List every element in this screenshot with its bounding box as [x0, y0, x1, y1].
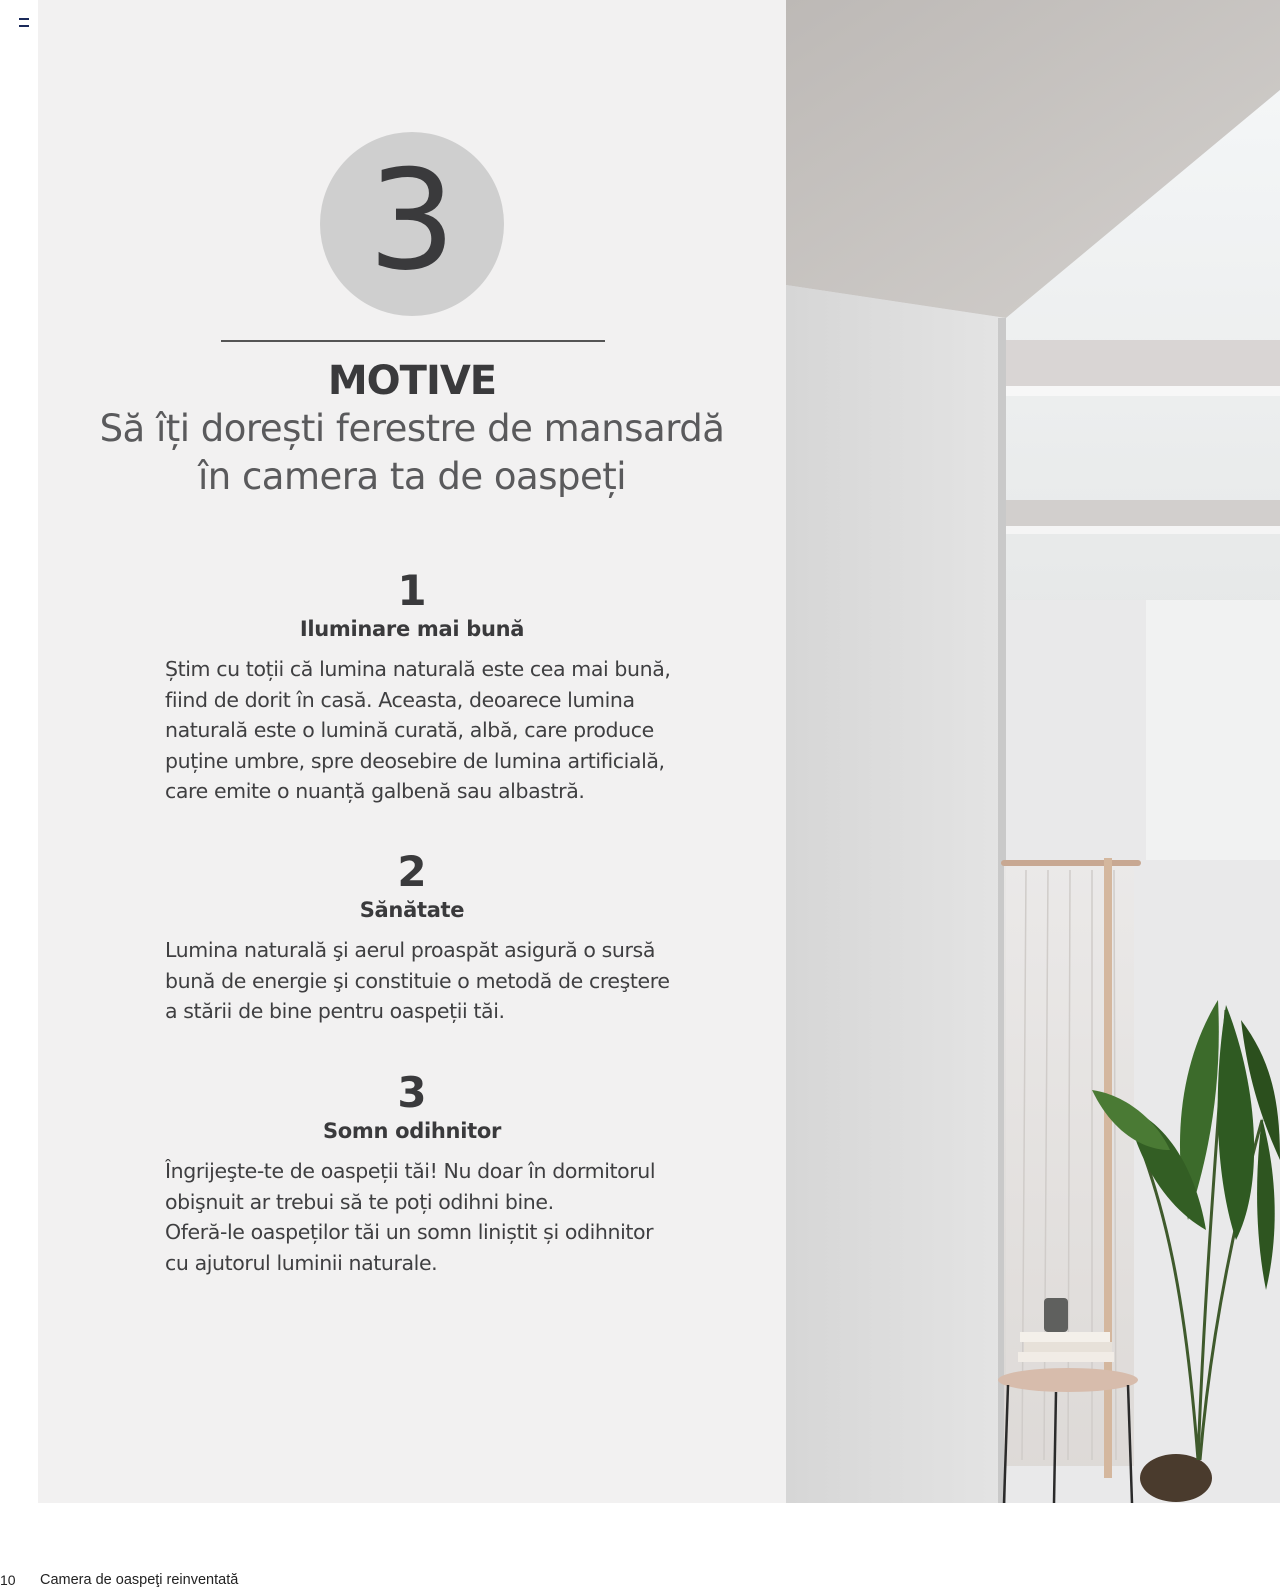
menu-icon[interactable]	[19, 18, 29, 27]
page-number: 10	[0, 1572, 16, 1588]
subtitle-line: în camera ta de oaspeți	[197, 455, 627, 498]
reason-heading: Iluminare mai bună	[299, 617, 525, 641]
menu-icon-bar	[19, 25, 29, 27]
reason-count-badge	[320, 132, 504, 316]
divider	[221, 340, 605, 342]
reason-heading: Sănătate	[359, 898, 465, 922]
page-subtitle	[38, 405, 786, 501]
reason-2	[38, 849, 786, 1027]
interior-photo	[786, 0, 1280, 1503]
menu-icon-bar	[19, 18, 29, 20]
reason-number: 3	[397, 1068, 427, 1117]
reason-count: 3	[368, 140, 456, 301]
subtitle-line: Să îți dorești ferestre de mansardă	[99, 407, 725, 450]
reason-heading: Somn odihnitor	[322, 1119, 502, 1143]
publication-title: Camera de oaspeţi reinventată	[40, 1572, 239, 1588]
reason-body: Îngrijeşte-te de oaspeții tăi! Nu doar în dormitorul obişnuit ar trebui să te poți odihni bine. Oferă-le oaspeților tăi un somn liniștit și odihnitor cu ajutorul luminii naturale.	[165, 1159, 656, 1275]
reason-1	[38, 568, 786, 807]
page-title: MOTIVE	[327, 358, 497, 404]
reason-number: 1	[397, 566, 427, 615]
reason-3	[38, 1070, 786, 1278]
reason-body: Știm cu toții că lumina naturală este cea mai bună, fiind de dorit în casă. Aceasta, deoarece lumina naturală este o lumină curată, albă, care produce puține umbre, spre deosebire de lumina artificială, care emite o nuanță galbenă sau albastră.	[165, 657, 671, 803]
reason-body: Lumina naturală şi aerul proaspăt asigură o sursă bună de energie şi constituie o metodă de creştere a stării de bine pentru oaspeții tăi.	[165, 938, 670, 1023]
reason-number: 2	[397, 847, 427, 896]
